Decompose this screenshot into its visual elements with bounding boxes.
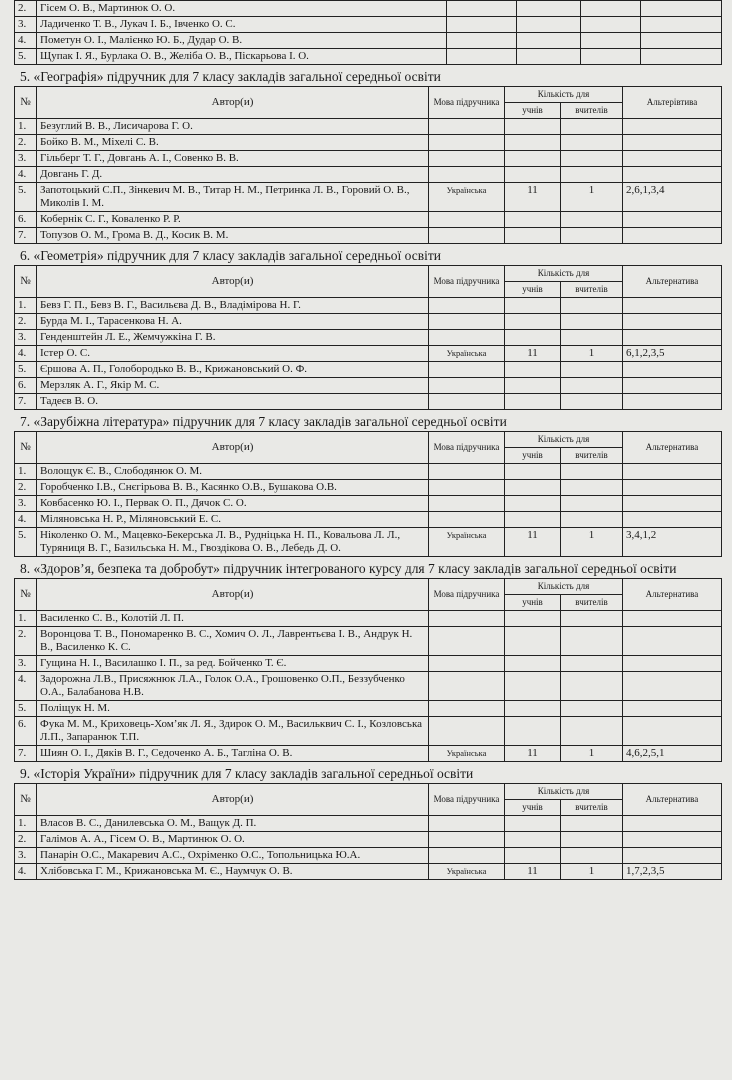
row-authors: Істер О. С. [37,346,429,362]
row-alternative [623,848,722,864]
table-row [15,832,722,848]
header-alternative: Альтернатива [623,266,722,298]
row-authors: Власов В. С., Данилевська О. М., Ващук Д. П. [37,816,429,832]
row-students: 11 [505,746,561,762]
row-alternative [623,362,722,378]
row-language: Українська [429,346,505,362]
empty-cell [641,17,722,33]
history-table-continued [14,0,722,65]
row-students [505,378,561,394]
row-teachers [561,330,623,346]
header-number: № [15,579,37,611]
row-students [505,151,561,167]
row-alternative [623,701,722,717]
row-students [505,656,561,672]
row-authors: Тадеєв В. О. [37,394,429,410]
table-row [15,151,722,167]
row-authors: Гільберг Т. Г., Довгань А. І., Совенко В. В. [37,151,429,167]
row-authors: Волощук Є. В., Слободянюк О. М. [37,464,429,480]
row-teachers: 1 [561,746,623,762]
row-authors: Міляновська Н. Р., Міляновський Е. С. [37,512,429,528]
row-authors: Довгань Г. Д. [37,167,429,183]
row-students [505,672,561,701]
row-students [505,627,561,656]
row-language [429,496,505,512]
header-authors: Автор(и) [37,784,429,816]
row-number: 5. [15,528,37,557]
row-authors: Задорожна Л.В., Присяжнюк Л.А., Голок О.А., Грошовенко О.П., Беззубченко О.А., Балабанова Н.В. [37,672,429,701]
row-students [505,848,561,864]
row-alternative [623,298,722,314]
row-alternative [623,330,722,346]
row-number: 4. [15,33,37,49]
row-teachers [561,832,623,848]
header-language: Мова підручника [429,579,505,611]
empty-cell [581,49,641,65]
table-row [15,183,722,212]
header-students: учнів [505,282,561,298]
row-students: 11 [505,183,561,212]
row-language [429,314,505,330]
row-teachers [561,627,623,656]
table-row [15,394,722,410]
row-language: Українська [429,528,505,557]
row-number: 7. [15,228,37,244]
row-authors: Бурда М. І., Тарасенкова Н. А. [37,314,429,330]
row-alternative [623,228,722,244]
row-students [505,701,561,717]
row-language [429,832,505,848]
row-alternative [623,512,722,528]
table-row [15,167,722,183]
row-number: 2. [15,1,37,17]
row-authors: Запотоцький С.П., Зінкевич М. В., Титар Н. М., Петринка Л. В., Горовий О. В., Миколів І. М. [37,183,429,212]
row-students [505,119,561,135]
row-authors: Гущина Н. І., Василашко І. П., за ред. Бойченко Т. Є. [37,656,429,672]
row-authors: Панарін О.С., Макаревич А.С., Охріменко О.С., Топольницька Ю.А. [37,848,429,864]
row-language [429,816,505,832]
row-alternative [623,480,722,496]
row-language [429,848,505,864]
header-teachers: вчителів [561,282,623,298]
row-students [505,496,561,512]
header-teachers: вчителів [561,800,623,816]
row-teachers [561,394,623,410]
table-row [15,848,722,864]
table-row [15,480,722,496]
table-row [15,119,722,135]
row-authors: Фука М. М., Криховець-Хом’як Л. Я., Здирок О. М., Васильквич С. І., Козловська Л.П., Запаранюк Т.П. [37,717,429,746]
table-row [15,672,722,701]
row-authors: Поліщук Н. М. [37,701,429,717]
section-title: 6. «Геометрія» підручник для 7 класу закладів загальної середньої освіти [20,248,441,263]
textbook-table [14,86,722,244]
row-teachers [561,848,623,864]
table-row [15,512,722,528]
row-students [505,314,561,330]
row-teachers: 1 [561,346,623,362]
row-authors: Топузов О. М., Грома В. Д., Косик В. М. [37,228,429,244]
row-students: 11 [505,346,561,362]
row-alternative [623,119,722,135]
row-authors: Галімов А. А., Гісем О. В., Мартинюк О. О. [37,832,429,848]
row-teachers: 1 [561,864,623,880]
row-alternative: 3,4,1,2 [623,528,722,557]
row-number: 5. [15,362,37,378]
table-row [15,330,722,346]
table-row [15,378,722,394]
row-language [429,394,505,410]
header-language: Мова підручника [429,266,505,298]
table-row [15,362,722,378]
table-row [15,717,722,746]
table-row [15,656,722,672]
header-teachers: вчителів [561,448,623,464]
row-number: 3. [15,848,37,864]
row-teachers [561,314,623,330]
table-row [15,314,722,330]
header-number: № [15,784,37,816]
row-number: 6. [15,378,37,394]
table-row [15,298,722,314]
row-students [505,480,561,496]
row-alternative [623,656,722,672]
textbook-table [14,431,722,557]
row-authors: Безуглий В. В., Лисичарова Г. О. [37,119,429,135]
row-number: 1. [15,464,37,480]
empty-cell [447,33,517,49]
row-number: 7. [15,746,37,762]
row-teachers [561,119,623,135]
empty-cell [641,33,722,49]
row-students [505,362,561,378]
header-authors: Автор(и) [37,579,429,611]
section-title: 7. «Зарубіжна література» підручник для 7 класу закладів загальної середньої освіти [20,414,507,429]
empty-cell [447,1,517,17]
table-row [15,212,722,228]
header-count: Кількість для [505,266,623,282]
row-language [429,330,505,346]
row-students [505,167,561,183]
row-students [505,832,561,848]
row-alternative [623,135,722,151]
row-language [429,464,505,480]
row-number: 4. [15,167,37,183]
row-language [429,378,505,394]
row-students [505,228,561,244]
textbook-table [14,783,722,880]
header-count: Кількість для [505,579,623,595]
row-number: 5. [15,183,37,212]
table-row [15,627,722,656]
table-row [15,864,722,880]
empty-cell [447,17,517,33]
row-authors: Бойко В. М., Міхелі С. В. [37,135,429,151]
table-row [15,528,722,557]
row-alternative [623,212,722,228]
row-alternative [623,394,722,410]
row-students [505,611,561,627]
row-language [429,701,505,717]
row-language: Українська [429,183,505,212]
header-alternative: Альтернатива [623,579,722,611]
row-language: Українська [429,864,505,880]
header-count: Кількість для [505,432,623,448]
row-language [429,672,505,701]
row-language [429,717,505,746]
row-teachers [561,362,623,378]
row-number: 1. [15,119,37,135]
row-number: 7. [15,394,37,410]
header-language: Мова підручника [429,87,505,119]
header-number: № [15,432,37,464]
empty-cell [581,33,641,49]
row-teachers [561,298,623,314]
row-authors: Генденштейн Л. Е., Жемчужкіна Г. В. [37,330,429,346]
row-teachers [561,480,623,496]
row-number: 5. [15,701,37,717]
header-students: учнів [505,448,561,464]
row-authors: Хлібовська Г. М., Крижановська М. Є., Наумчук О. В. [37,864,429,880]
row-teachers [561,135,623,151]
row-language [429,212,505,228]
row-language [429,627,505,656]
table-row [15,496,722,512]
row-authors: Бевз Г. П., Бевз В. Г., Васильєва Д. В., Владімірова Н. Г. [37,298,429,314]
row-number: 2. [15,314,37,330]
row-teachers [561,512,623,528]
row-students [505,330,561,346]
table-row [15,49,722,65]
row-authors: Кобернік С. Г., Коваленко Р. Р. [37,212,429,228]
row-alternative [623,816,722,832]
row-students: 11 [505,528,561,557]
row-teachers [561,672,623,701]
empty-cell [517,1,581,17]
row-number: 3. [15,656,37,672]
row-alternative [623,378,722,394]
header-alternative: Альтернатива [623,784,722,816]
row-teachers [561,212,623,228]
row-language [429,362,505,378]
row-number: 6. [15,717,37,746]
table-row [15,464,722,480]
row-students [505,212,561,228]
header-alternative: Альтернатива [623,432,722,464]
row-number: 1. [15,611,37,627]
row-number: 2. [15,832,37,848]
row-teachers: 1 [561,528,623,557]
row-teachers [561,496,623,512]
header-alternative: Альтерiвтива [623,87,722,119]
table-row [15,1,722,17]
table-row [15,816,722,832]
header-teachers: вчителів [561,595,623,611]
header-count: Кількість для [505,87,623,103]
row-teachers [561,167,623,183]
header-students: учнів [505,800,561,816]
row-number: 6. [15,212,37,228]
row-authors: Василенко С. В., Колотій Л. П. [37,611,429,627]
header-students: учнів [505,103,561,119]
header-number: № [15,266,37,298]
row-language [429,151,505,167]
table-row [15,135,722,151]
row-teachers [561,228,623,244]
header-language: Мова підручника [429,784,505,816]
row-number: 1. [15,816,37,832]
row-alternative [623,717,722,746]
row-students [505,816,561,832]
empty-cell [517,17,581,33]
row-authors: Шиян О. І., Дяків В. Г., Седоченко А. Б., Тагліна О. В. [37,746,429,762]
row-students [505,464,561,480]
empty-cell [641,49,722,65]
row-authors: Пометун О. І., Малієнко Ю. Б., Дудар О. В. [37,33,447,49]
header-language: Мова підручника [429,432,505,464]
row-number: 4. [15,512,37,528]
empty-cell [581,1,641,17]
row-alternative [623,611,722,627]
empty-cell [517,33,581,49]
row-language: Українська [429,746,505,762]
row-alternative [623,151,722,167]
row-number: 4. [15,672,37,701]
row-teachers [561,656,623,672]
row-alternative [623,496,722,512]
row-number: 3. [15,496,37,512]
row-language [429,611,505,627]
row-teachers [561,151,623,167]
header-teachers: вчителів [561,103,623,119]
row-students [505,298,561,314]
row-number: 1. [15,298,37,314]
row-authors: Єршова А. П., Голобородько В. В., Крижановський О. Ф. [37,362,429,378]
row-alternative: 2,6,1,3,4 [623,183,722,212]
row-teachers [561,464,623,480]
row-number: 4. [15,346,37,362]
row-alternative [623,464,722,480]
textbook-table [14,578,722,762]
empty-cell [517,49,581,65]
row-alternative: 4,6,2,5,1 [623,746,722,762]
table-row [15,33,722,49]
row-teachers [561,816,623,832]
row-alternative: 1,7,2,3,5 [623,864,722,880]
row-teachers: 1 [561,183,623,212]
row-language [429,135,505,151]
textbook-table [14,265,722,410]
table-row [15,17,722,33]
row-alternative: 6,1,2,3,5 [623,346,722,362]
row-alternative [623,627,722,656]
row-authors: Мерзляк А. Г., Якір М. С. [37,378,429,394]
empty-cell [447,49,517,65]
row-students [505,717,561,746]
row-authors: Гісем О. В., Мартинюк О. О. [37,1,447,17]
header-authors: Автор(и) [37,266,429,298]
header-authors: Автор(и) [37,432,429,464]
header-count: Кількість для [505,784,623,800]
table-row [15,701,722,717]
row-number: 3. [15,151,37,167]
row-language [429,119,505,135]
row-alternative [623,832,722,848]
row-students [505,394,561,410]
row-number: 2. [15,480,37,496]
row-authors: Щупак І. Я., Бурлака О. В., Желіба О. В., Піскарьова І. О. [37,49,447,65]
row-language [429,228,505,244]
row-alternative [623,167,722,183]
row-language [429,512,505,528]
table-row [15,228,722,244]
row-authors: Горобченко І.В., Снєгірьова В. В., Касянко О.В., Бушакова О.В. [37,480,429,496]
row-teachers [561,717,623,746]
row-authors: Ніколенко О. М., Мацевко-Бекерська Л. В., Рудніцька Н. П., Ковальова Л. Л., Туряниця В. Г., Базильська Н. М., Гвоздікова О. В., Лебедь Д. О. [37,528,429,557]
empty-cell [581,17,641,33]
row-number: 2. [15,627,37,656]
row-students [505,512,561,528]
empty-cell [641,1,722,17]
row-language [429,298,505,314]
row-students [505,135,561,151]
row-teachers [561,378,623,394]
row-language [429,167,505,183]
row-number: 5. [15,49,37,65]
row-alternative [623,314,722,330]
header-number: № [15,87,37,119]
table-row [15,611,722,627]
table-row [15,746,722,762]
row-number: 3. [15,17,37,33]
row-alternative [623,672,722,701]
row-students: 11 [505,864,561,880]
header-authors: Автор(и) [37,87,429,119]
table-row [15,346,722,362]
header-students: учнів [505,595,561,611]
row-teachers [561,611,623,627]
row-authors: Ковбасенко Ю. І., Первак О. П., Дячок С. О. [37,496,429,512]
section-title: 5. «Географія» підручник для 7 класу закладів загальної середньої освіти [20,69,441,84]
row-number: 4. [15,864,37,880]
row-number: 3. [15,330,37,346]
row-authors: Ладиченко Т. В., Лукач І. Б., Івченко О. С. [37,17,447,33]
section-title: 9. «Історія України» підручник для 7 класу закладів загальної середньої освіти [20,766,474,781]
row-language [429,480,505,496]
row-number: 2. [15,135,37,151]
section-title: 8. «Здоров’я, безпека та добробут» підручник інтегрованого курсу для 7 класу закладів загальної середньої освіти [20,561,677,576]
row-authors: Воронцова Т. В., Пономаренко В. С., Хомич О. Л., Лаврентьєва І. В., Андрук Н. В., Василенко К. С. [37,627,429,656]
row-language [429,656,505,672]
row-teachers [561,701,623,717]
